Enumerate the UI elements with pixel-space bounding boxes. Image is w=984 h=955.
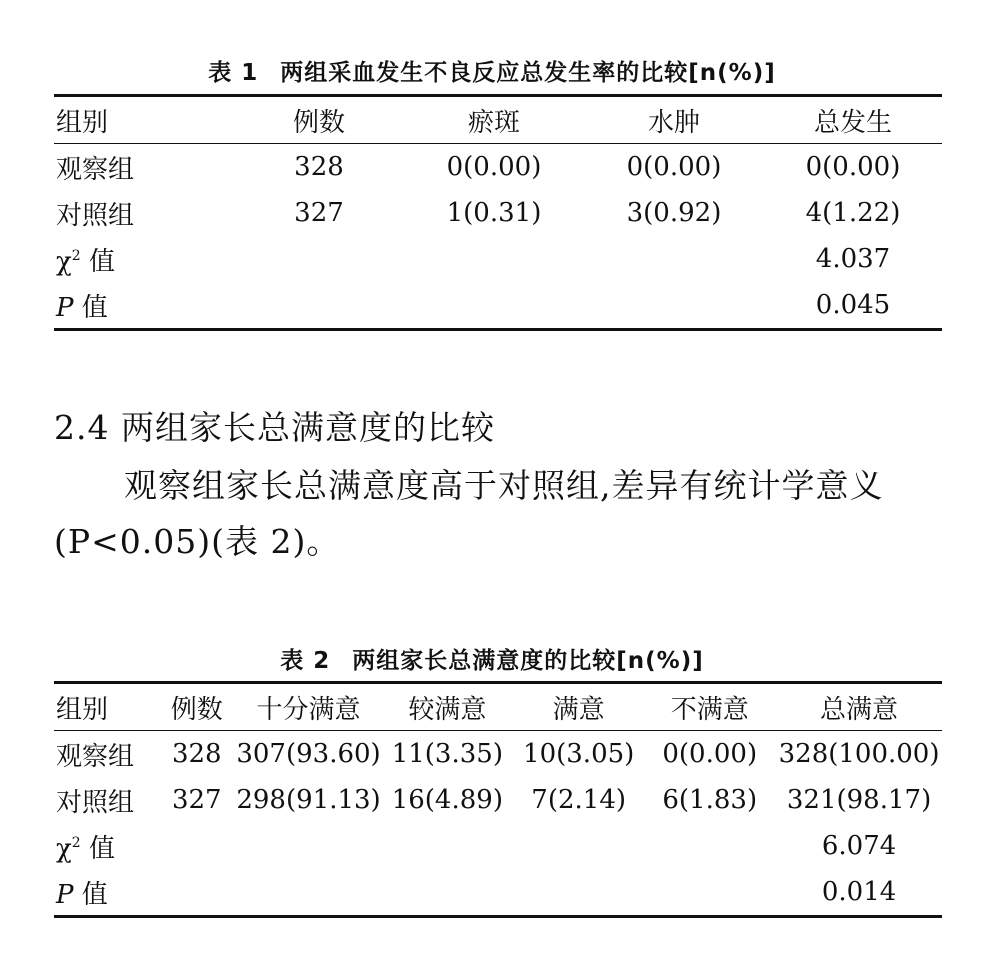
table-cell: 7(2.14) [531,785,627,815]
table2-title: 两组家长总满意度的比较[n(%)] [352,648,704,674]
table2-p-row [54,869,942,917]
table2-header-dissatisfied: 不满意 [670,694,749,725]
table2-header-group: 组别 [56,694,109,725]
table2-header-very-satisfied: 十分满意 [256,694,361,725]
p-value: 0.045 [815,290,891,320]
table1-p-row [54,282,942,330]
section-paragraph: 观察组家长总满意度高于对照组,差异有统计学意义(P<0.05)(表 2)。 [54,466,884,561]
table-cell: 10(3.05) [523,739,635,769]
table1-header-total: 总发生 [813,107,892,138]
table-cell: 11(3.35) [391,739,503,769]
table-cell: 0(0.00) [626,152,722,182]
table-cell: 6(1.83) [662,785,758,815]
table-row [54,777,942,823]
table-cell: 对照组 [56,787,135,818]
table1-number: 表 1 [208,60,259,86]
chi-square-value: 4.037 [815,244,891,274]
table1-header-group: 组别 [56,107,109,138]
table-cell: 321(98.17) [786,785,932,815]
table-cell: 327 [171,785,222,815]
table-cell: 观察组 [56,154,135,185]
chi-square-label: $\chi^2$ 值 [56,833,115,864]
table2-chi-row [54,823,942,869]
table2-header-row [54,683,942,731]
table-cell: 1(0.31) [446,198,542,228]
table-row [54,731,942,778]
table2-number: 表 2 [280,648,331,674]
p-value-label: P 值 [56,879,108,910]
p-value: 0.014 [821,877,897,907]
table-cell: 328(100.00) [778,739,940,769]
table-cell: 327 [294,198,344,228]
section-heading: 2.4 两组家长总满意度的比较 [54,408,495,447]
table-cell: 0(0.00) [446,152,542,182]
table2 [54,681,942,918]
table-cell: 307(93.60) [236,739,381,769]
table-row [54,190,942,236]
table2-header-total: 总满意 [820,694,899,725]
p-value-label: P 值 [56,292,108,323]
table2-header-fairly-satisfied: 较满意 [408,694,487,725]
table-cell: 4(1.22) [805,198,901,228]
table1 [54,94,942,331]
table1-header-count: 例数 [292,107,345,138]
table1-header-row [54,96,942,144]
table-cell: 0(0.00) [805,152,901,182]
table1-caption [0,54,984,87]
chi-square-label: $\chi^2$ 值 [56,246,115,277]
table2-header-satisfied: 满意 [552,694,605,725]
table-cell: 0(0.00) [662,739,758,769]
table1-title: 两组采血发生不良反应总发生率的比较[n(%)] [280,60,776,86]
table-cell: 3(0.92) [626,198,722,228]
table-cell: 328 [294,152,344,182]
table1-chi-row [54,236,942,282]
table-cell: 观察组 [56,741,135,772]
table1-header-edema: 水肿 [647,107,700,138]
table2-caption [0,642,984,675]
chi-square-value: 6.074 [821,831,897,861]
table-cell: 16(4.89) [391,785,503,815]
table-cell: 对照组 [56,200,135,231]
table1-header-ecchymosis: 瘀斑 [467,107,520,138]
table-row [54,144,942,191]
table-cell: 328 [171,739,222,769]
table-cell: 298(91.13) [236,785,381,815]
table2-header-count: 例数 [170,694,223,725]
